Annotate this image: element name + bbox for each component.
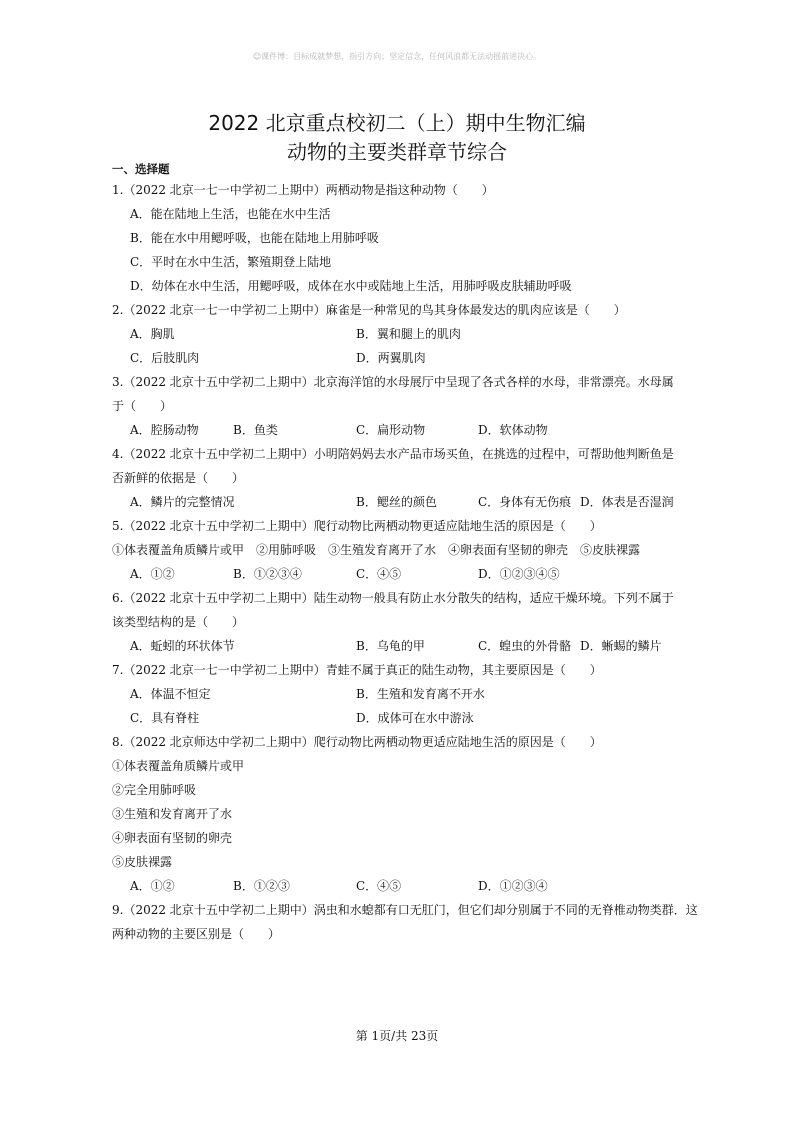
option-a: A．腔肠动物 <box>130 423 199 437</box>
question-stem: 3.（2022 北京十五中学初二上期中）北京海洋馆的水母展厅中呈现了各式各样的水母，非常漂亮。水母属 <box>112 375 674 389</box>
question-stem: 6.（2022 北京十五中学初二上期中）陆生动物一般具有防止水分散失的结构，适应干燥环境。下列不属于 <box>112 591 674 605</box>
option-d: D．两翼肌肉 <box>356 351 426 365</box>
statement-item: ③生殖和发育离开了水 <box>112 807 233 821</box>
section-heading: 一、选择题 <box>112 162 170 176</box>
option-c: C．④⑤ <box>356 879 402 893</box>
statement-item: ①体表覆盖角质鳞片或甲 <box>112 759 245 773</box>
option-a: A．①② <box>130 567 175 581</box>
option-c: C．后肢肌肉 <box>130 351 200 365</box>
question-stem-continued: 否新鲜的依据是（ ） <box>112 471 245 485</box>
watermark-text: ☺课件博：目标成就梦想，指引方向；坚定信念，任何风浪都无法动摇前进决心。 <box>252 52 542 61</box>
option-row <box>112 874 692 898</box>
option-row <box>112 322 692 346</box>
option-d: D．软体动物 <box>478 423 548 437</box>
question-stem: 7.（2022 北京一七一中学初二上期中）青蛙不属于真正的陆生动物，其主要原因是（ ） <box>112 663 602 677</box>
question-stem-continued: 该类型结构的是（ ） <box>112 615 245 629</box>
statement-list: ①体表覆盖角质鳞片或甲 ②用肺呼吸 ③生殖发育离开了水 ④卵表面有坚韧的卵壳 ⑤皮肤裸露 <box>112 543 641 557</box>
option-b: B．①②③④ <box>233 567 302 581</box>
option-c: C．身体有无伤痕 <box>478 495 572 509</box>
option-d: D．①②③④ <box>478 879 548 893</box>
option-b: B．①②③ <box>233 879 290 893</box>
option-d: D．蜥蜴的鳞片 <box>580 639 662 653</box>
statement-item: ⑤皮肤裸露 <box>112 855 173 869</box>
option-a: A．体温不恒定 <box>130 687 211 701</box>
question-stem: 2.（2022 北京一七一中学初二上期中）麻雀是一种常见的鸟其身体最发达的肌肉应该是（ ） <box>112 303 626 317</box>
option-b: B．鳃丝的颜色 <box>356 495 437 509</box>
option-d: D．①②③④⑤ <box>478 567 560 581</box>
option-a: A．胸肌 <box>130 327 175 341</box>
option-row <box>112 634 692 658</box>
question-stem-continued: 两种动物的主要区别是（ ） <box>112 927 281 941</box>
option-a: A．①② <box>130 879 175 893</box>
option-row <box>112 490 692 514</box>
option-row <box>112 682 692 706</box>
option-a: A．能在陆地上生活，也能在水中生活 <box>130 207 331 221</box>
document-title: 2022 北京重点校初二（上）期中生物汇编 <box>208 111 586 135</box>
option-b: B．翼和腿上的肌肉 <box>356 327 461 341</box>
option-c: C．④⑤ <box>356 567 402 581</box>
question-stem: 9.（2022 北京十五中学初二上期中）涡虫和水螅都有口无肛门，但它们却分别属于不同的无脊椎动物类群．这 <box>112 903 698 917</box>
statement-item: ②完全用肺呼吸 <box>112 783 197 797</box>
option-b: B．乌龟的甲 <box>356 639 425 653</box>
option-d: D．成体可在水中游泳 <box>356 711 474 725</box>
option-row <box>112 706 692 730</box>
question-stem: 4.（2022 北京十五中学初二上期中）小明陪妈妈去水产品市场买鱼，在挑选的过程中，可帮助他判断鱼是 <box>112 447 674 461</box>
option-d: D．体表是否湿润 <box>580 495 674 509</box>
option-a: A．蚯蚓的环状体节 <box>130 639 235 653</box>
option-c: C．蝗虫的外骨骼 <box>478 639 572 653</box>
option-b: B．能在水中用鳃呼吸，也能在陆地上用肺呼吸 <box>130 231 379 245</box>
question-list <box>112 160 698 946</box>
option-a: A．鳞片的完整情况 <box>130 495 235 509</box>
option-c: C．扁形动物 <box>356 423 426 437</box>
option-row <box>112 418 692 442</box>
option-d: D．幼体在水中生活，用鳃呼吸，成体在水中或陆地上生活，用肺呼吸皮肤辅助呼吸 <box>130 279 572 293</box>
option-b: B．鱼类 <box>233 423 278 437</box>
option-row <box>112 562 692 586</box>
question-stem: 5.（2022 北京十五中学初二上期中）爬行动物比两栖动物更适应陆地生活的原因是（ ） <box>112 519 602 533</box>
question-stem: 8.（2022 北京师达中学初二上期中）爬行动物比两栖动物更适应陆地生活的原因是（ ） <box>112 735 602 749</box>
option-c: C．平时在水中生活，繁殖期登上陆地 <box>130 255 332 269</box>
option-row <box>112 346 692 370</box>
page-number: 第 1页/共 23页 <box>355 1029 439 1043</box>
option-b: B．生殖和发育离不开水 <box>356 687 485 701</box>
option-c: C．具有脊柱 <box>130 711 200 725</box>
question-stem: 1.（2022 北京一七一中学初二上期中）两栖动物是指这种动物（ ） <box>112 183 494 197</box>
statement-item: ④卵表面有坚韧的卵壳 <box>112 831 233 845</box>
document-subtitle: 动物的主要类群章节综合 <box>287 140 507 164</box>
question-stem-continued: 于（ ） <box>112 399 173 413</box>
